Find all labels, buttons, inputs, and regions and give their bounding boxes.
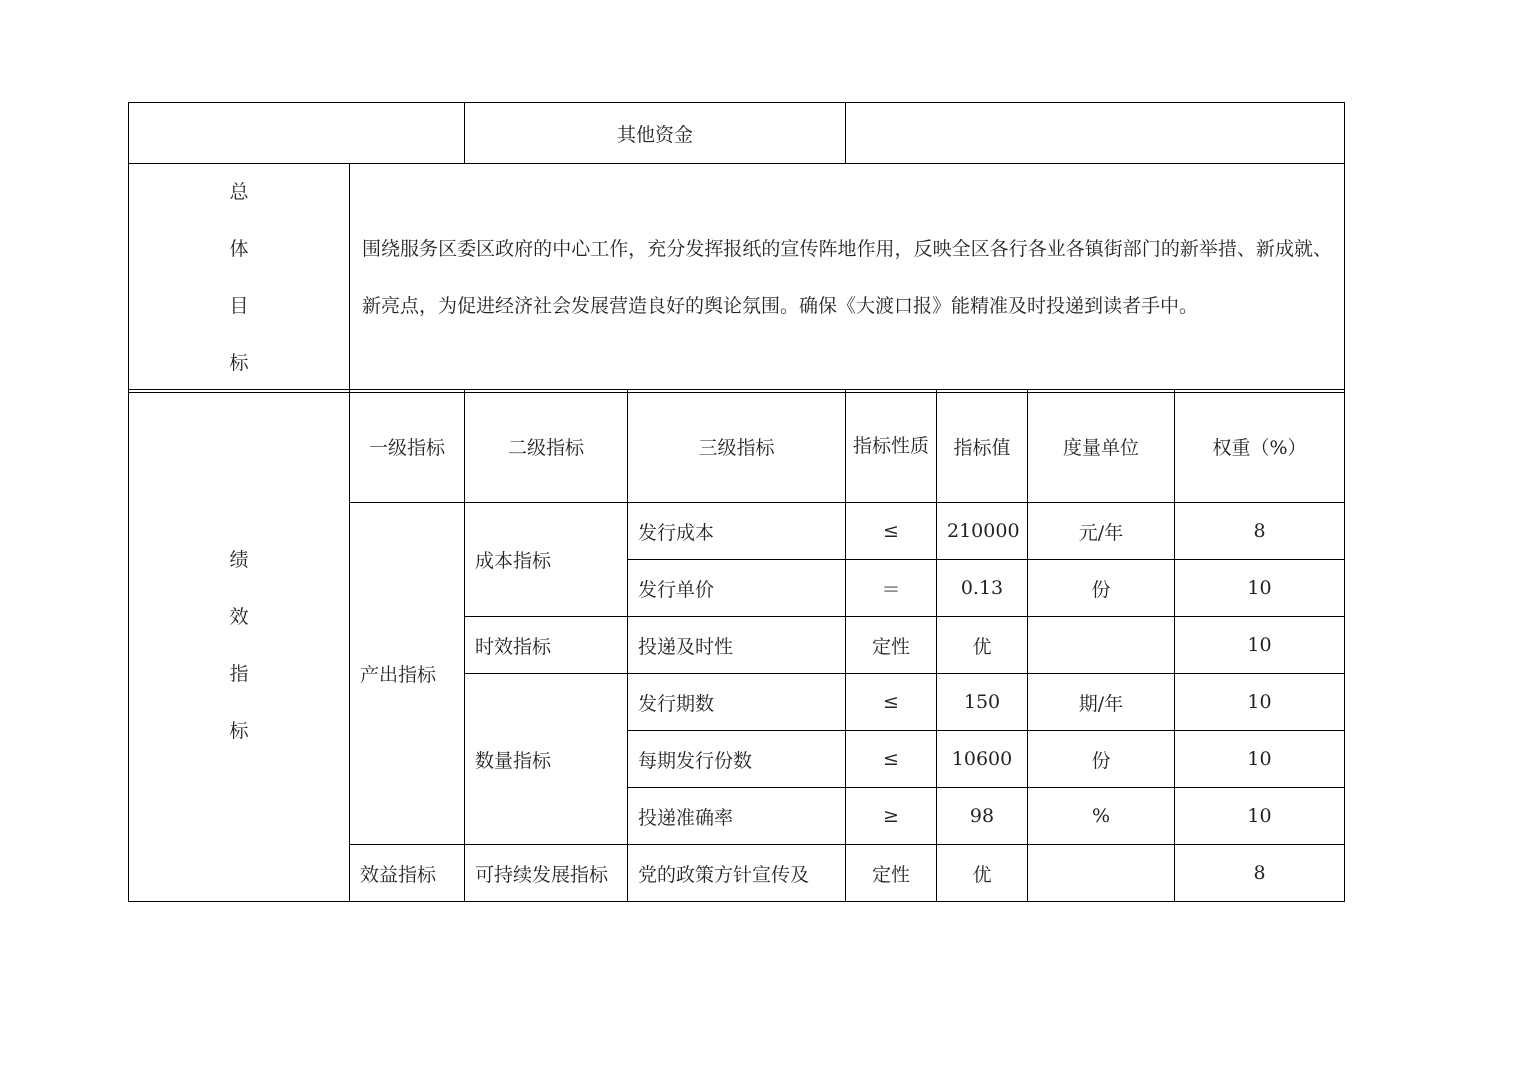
indicator-name: 发行期数 (628, 674, 846, 731)
indicator-unit: 元/年 (1028, 503, 1175, 560)
indicator-unit: % (1028, 788, 1175, 845)
indicator-unit: 份 (1028, 731, 1175, 788)
indicator-unit: 期/年 (1028, 674, 1175, 731)
indicator-weight: 10 (1175, 674, 1345, 731)
header-weight: 权重（%） (1175, 390, 1345, 503)
other-funds-label: 其他资金 (465, 103, 846, 164)
indicator-nature: ＝ (846, 560, 937, 617)
indicator-nature: ≤ (846, 731, 937, 788)
subgroup-timeliness: 时效指标 (465, 617, 628, 674)
indicator-unit: 份 (1028, 560, 1175, 617)
subgroup-sustainable: 可持续发展指标 (465, 845, 628, 902)
indicator-value: 98 (937, 788, 1028, 845)
overall-goal-table (128, 163, 1345, 393)
indicator-unit (1028, 845, 1175, 902)
indicator-weight: 10 (1175, 617, 1345, 674)
indicator-nature: 定性 (846, 845, 937, 902)
indicator-name: 发行成本 (628, 503, 846, 560)
indicator-name: 党的政策方针宣传及 (628, 845, 846, 902)
overall-goal-label: 总 体 目 标 (129, 164, 350, 393)
header-level3: 三级指标 (628, 390, 846, 503)
funding-row-table (128, 102, 1345, 164)
indicator-name: 每期发行份数 (628, 731, 846, 788)
performance-indicators-label: 绩 效 指 标 (129, 390, 350, 902)
group-benefit: 效益指标 (350, 845, 465, 902)
indicator-value: 0.13 (937, 560, 1028, 617)
indicator-weight: 10 (1175, 731, 1345, 788)
subgroup-quantity: 数量指标 (465, 674, 628, 845)
overall-goal-text: 围绕服务区委区政府的中心工作，充分发挥报纸的宣传阵地作用，反映全区各行各业各镇街部门的新举措、新成就、新亮点，为促进经济社会发展营造良好的舆论氛围。确保《大渡口报》能精准及时投递到读者手中。 (350, 164, 1345, 393)
header-unit: 度量单位 (1028, 390, 1175, 503)
indicator-weight: 10 (1175, 788, 1345, 845)
subgroup-cost: 成本指标 (465, 503, 628, 617)
indicator-value: 210000 (937, 503, 1028, 560)
indicator-weight: 8 (1175, 845, 1345, 902)
indicator-name: 投递及时性 (628, 617, 846, 674)
performance-indicators-table (128, 389, 1345, 902)
indicator-value: 优 (937, 845, 1028, 902)
indicator-nature: ≤ (846, 503, 937, 560)
header-value: 指标值 (937, 390, 1028, 503)
indicator-weight: 8 (1175, 503, 1345, 560)
indicator-name: 投递准确率 (628, 788, 846, 845)
table-header-row (129, 390, 1345, 503)
indicator-value: 10600 (937, 731, 1028, 788)
indicator-value: 150 (937, 674, 1028, 731)
indicator-value: 优 (937, 617, 1028, 674)
indicator-nature: ≤ (846, 674, 937, 731)
indicator-unit (1028, 617, 1175, 674)
other-funds-value (846, 103, 1345, 164)
header-level1: 一级指标 (350, 390, 465, 503)
indicator-weight: 10 (1175, 560, 1345, 617)
funding-blank-cell (129, 103, 465, 164)
indicator-nature: ≥ (846, 788, 937, 845)
group-output: 产出指标 (350, 503, 465, 845)
header-nature: 指标性质 (846, 390, 937, 503)
header-level2: 二级指标 (465, 390, 628, 503)
indicator-nature: 定性 (846, 617, 937, 674)
indicator-name: 发行单价 (628, 560, 846, 617)
